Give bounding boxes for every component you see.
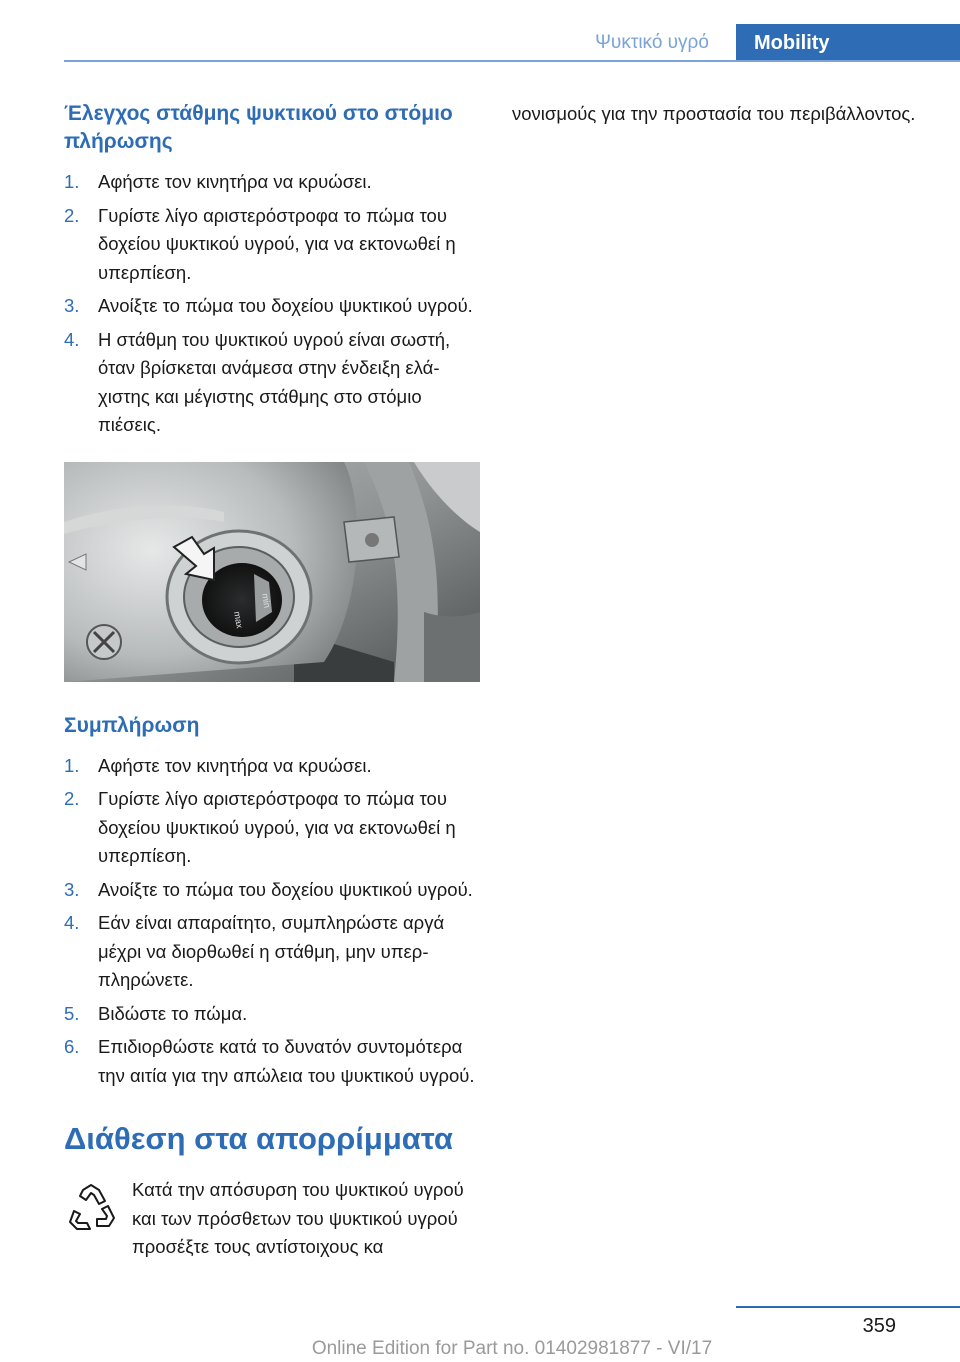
header-section-title: Ψυκτικό υγρό <box>595 32 709 53</box>
max-mark: max <box>232 610 245 629</box>
check-level-heading: Έλεγχος στάθμης ψυκτικού στο στόμιο πλήρωσης <box>64 102 453 153</box>
coolant-reservoir-photo <box>64 462 480 682</box>
disposal-continued-text: νονισμούς για την προστασία του περιβάλλοντος. <box>512 103 916 124</box>
recycle-icon <box>64 1182 118 1236</box>
list-item: 5. Βιδώστε το πώμα. <box>64 1002 248 1024</box>
footer-rule <box>736 1306 960 1308</box>
refill-steps <box>64 752 480 1091</box>
list-item: 4. Εάν είναι απαραίτητο, συμπληρώστε αργά μέχρι να διορθωθεί η στάθμη, μην υπερπληρώνετε. <box>64 912 445 990</box>
edition-footer: Online Edition for Part no. 01402981877 - VI/17 <box>311 1338 713 1359</box>
disposal-note: Κατά την απόσυρση του ψυκτικού υγρού και των πρόσθετων του ψυκτικού υγρού προσέξτε τους αντίστοιχους κα <box>64 1176 480 1262</box>
list-item: 2. Γυρίστε λίγο αριστερόστροφα το πώμα του δοχείου ψυκτικού υγρού, για να εκτονωθεί η υπερπίεση. <box>64 204 456 283</box>
list-item: 6. Επιδιορθώστε κατά το δυνατόν συντομότερα την αιτία για την απώλεια του ψυκτικού υγρού. <box>64 1036 475 1086</box>
list-item: 1. Αφήστε τον κινητήρα να κρυώσει. <box>64 754 372 776</box>
list-item: 1. Αφήστε τον κινητήρα να κρυώσει. <box>64 171 372 192</box>
list-item: 4. Η στάθμη του ψυκτικού υγρού είναι σωστή, όταν βρίσκεται ανάμεσα στην ένδειξη ελάχιστης και μέγιστης στάθμης στο στόμιο πιέσεις. <box>64 328 451 435</box>
min-mark: min <box>260 592 273 609</box>
right-column <box>512 100 928 129</box>
check-level-steps <box>64 168 480 440</box>
list-item: 3. Ανοίξτε το πώμα του δοχείου ψυκτικού υγρού. <box>64 878 473 900</box>
list-item: 3. Ανοίξτε το πώμα του δοχείου ψυκτικού υγρού. <box>64 295 473 316</box>
list-item: 2. Γυρίστε λίγο αριστερόστροφα το πώμα του δοχείου ψυκτικού υγρού, για να εκτονωθεί η υπερπίεση. <box>64 788 456 866</box>
header-rule <box>64 60 960 62</box>
disposal-heading: Διάθεση στα απορρίμματα <box>64 1121 453 1156</box>
refill-heading: Συμπλήρωση <box>64 713 200 737</box>
left-column <box>64 100 480 1262</box>
page-number: 359 <box>862 1315 896 1337</box>
header-chapter-tab[interactable]: Mobility <box>736 24 960 62</box>
